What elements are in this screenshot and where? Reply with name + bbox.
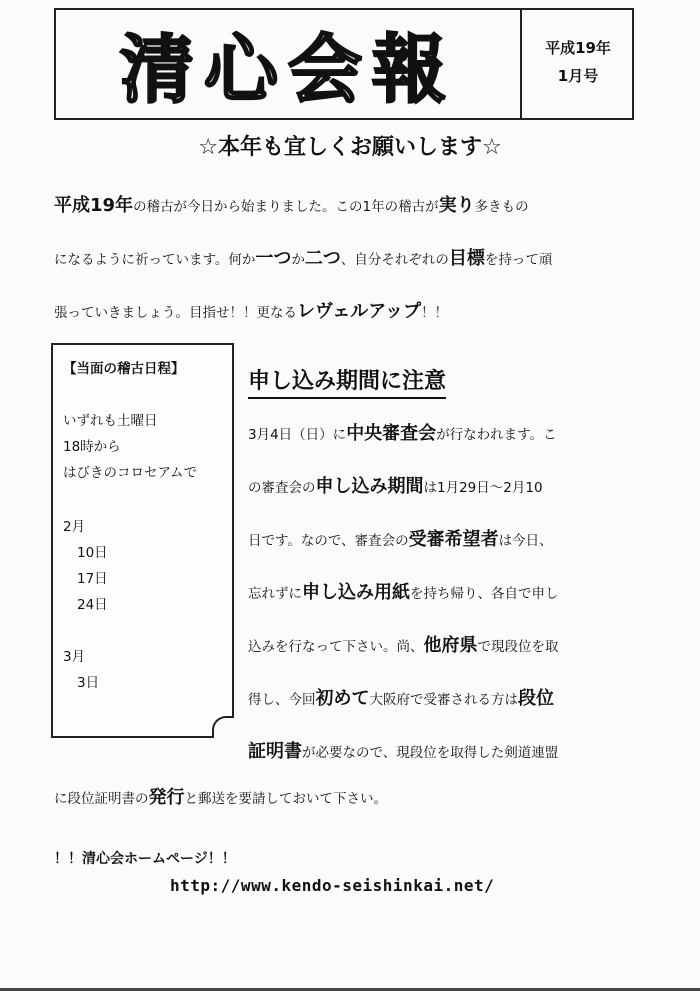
issue-month: 1月号 — [557, 67, 599, 85]
schedule-venue: はびきのコロセアムで — [63, 465, 198, 481]
body-text: を持ち帰り、各自で申し — [410, 586, 559, 602]
intro-line — [54, 180, 644, 233]
emphasis-text: 一つ — [255, 248, 292, 269]
scan-edge-line — [0, 988, 700, 991]
schedule-title: 【当面の稽古日程】 — [63, 361, 185, 377]
body-text: の稽古が今日から始まりました。この1年の稽古が — [133, 199, 439, 215]
emphasis-text: 中央審査会 — [346, 423, 437, 444]
emphasis-text: 二つ — [304, 248, 341, 269]
emphasis-text: 平成19年 — [54, 195, 134, 216]
page-curl-corner — [212, 716, 234, 738]
intro-paragraph — [54, 180, 644, 339]
body-text: に段位証明書の — [54, 791, 149, 807]
notice-line — [54, 772, 654, 825]
body-text: 張っていきましょう。目指せ！！更なる — [54, 305, 297, 321]
schedule-date: 10日 — [77, 545, 108, 561]
notice-line — [248, 567, 638, 620]
masthead-divider — [520, 10, 522, 118]
notice-line — [248, 514, 638, 567]
schedule-date: 3日 — [77, 675, 100, 691]
body-text: で現段位を取 — [477, 639, 559, 655]
body-text: が行なわれます。こ — [436, 427, 557, 443]
practice-schedule-box — [51, 343, 234, 738]
emphasis-text: 申し込み用紙 — [302, 582, 410, 603]
body-text: 多きもの — [474, 199, 529, 215]
notice-line — [248, 408, 638, 461]
emphasis-text: 実り — [438, 195, 475, 216]
emphasis-text: 初めて — [315, 688, 370, 709]
schedule-month-mar: 3月 — [63, 649, 86, 665]
emphasis-text: 発行 — [148, 787, 185, 808]
body-text: と郵送を要請しておいて下さい。 — [184, 791, 387, 807]
body-text: 大阪府で受審される方は — [369, 692, 518, 708]
newsletter-title: 清心会報 — [120, 27, 456, 113]
homepage-url-link[interactable]: http://www.kendo-seishinkai.net/ — [170, 876, 495, 895]
masthead — [54, 8, 634, 120]
body-text: は1月29日～2月10 — [423, 480, 543, 496]
notice-line — [248, 673, 638, 726]
body-text: ！！ — [421, 305, 449, 321]
body-text: 得し、今回 — [248, 692, 316, 708]
intro-line — [54, 233, 644, 286]
body-text: 3月4日（日）に — [248, 427, 347, 443]
body-text: の審査会の — [248, 480, 316, 496]
body-text: になるように祈っています。何か — [54, 252, 256, 268]
homepage-label: ！！清心会ホームページ！！ — [54, 851, 236, 867]
schedule-date: 17日 — [77, 571, 108, 587]
emphasis-text: レヴェルアップ — [297, 301, 422, 322]
issue-era-year: 平成19年 — [545, 39, 611, 57]
notice-line — [248, 620, 638, 673]
notice-paragraph — [248, 408, 638, 779]
emphasis-text: 他府県 — [423, 635, 478, 656]
body-text: は今日、 — [498, 533, 553, 549]
body-text: が必要なので、現段位を取得した剣道連盟 — [302, 745, 559, 761]
body-text: 、自分それぞれの — [340, 252, 449, 268]
notice-line — [248, 461, 638, 514]
emphasis-text: 申し込み期間 — [315, 476, 424, 497]
emphasis-text: 段位 — [518, 688, 554, 709]
schedule-month-feb: 2月 — [63, 519, 86, 535]
body-text: 込みを行なって下さい。尚、 — [248, 639, 424, 655]
body-text: か — [291, 252, 305, 268]
body-text: 日です。なので、審査会の — [248, 533, 409, 549]
emphasis-text: 証明書 — [248, 741, 302, 762]
emphasis-text: 受審希望者 — [408, 529, 499, 550]
notice-heading: 申し込み期間に注意 — [248, 364, 446, 399]
emphasis-text: 目標 — [448, 248, 485, 269]
schedule-time: 18時から — [63, 439, 121, 455]
issue-date — [524, 34, 632, 90]
body-text: を持って頑 — [484, 252, 553, 268]
schedule-date: 24日 — [77, 597, 108, 613]
intro-line — [54, 286, 644, 339]
new-year-headline: ☆本年も宜しくお願いします☆ — [198, 135, 502, 160]
schedule-day: いずれも土曜日 — [63, 413, 158, 429]
body-text: 忘れずに — [248, 586, 302, 602]
